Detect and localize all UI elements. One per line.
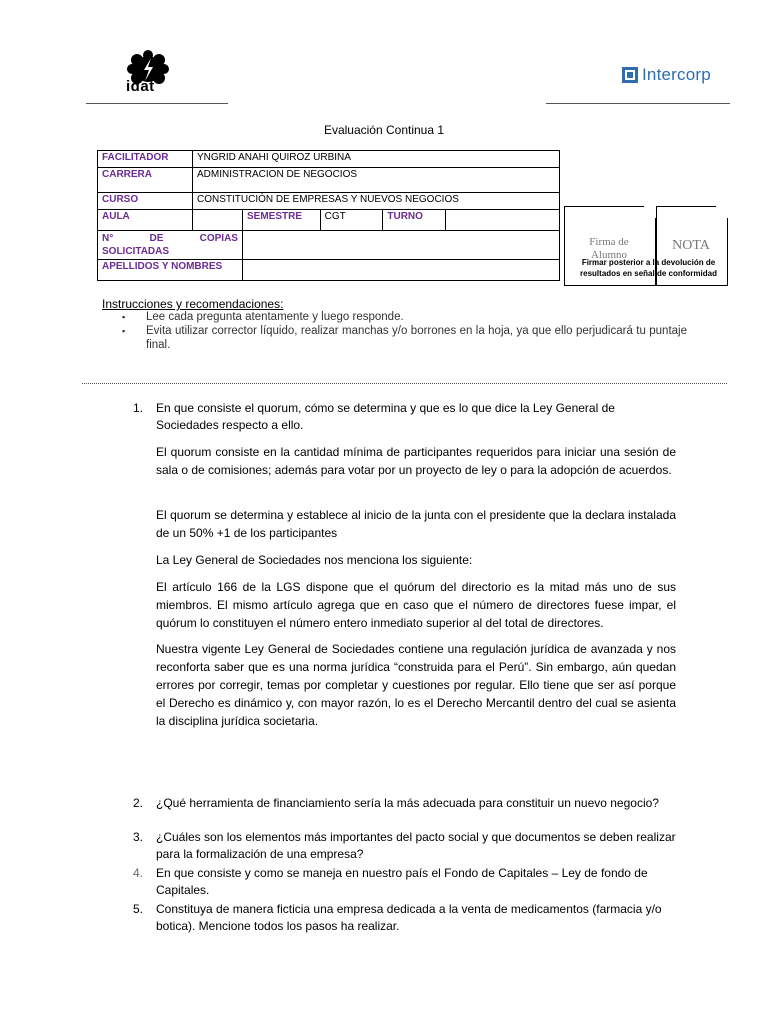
curso-value: CONSTITUCIÓN DE EMPRESAS Y NUEVOS NEGOCIOS	[193, 193, 560, 210]
intercorp-logo-text: Intercorp	[642, 65, 711, 84]
question-number: 1.	[133, 401, 144, 415]
apellidos-value[interactable]	[242, 260, 559, 281]
answer-paragraph: El artículo 166 de la LGS dispone que el quórum del directorio es la mitad más uno de sus miembros. El mismo artículo agrega que en caso que el número de directores fuese impar, el quórum lo constituyen el número entero inmediato superior al del total de directores.	[156, 580, 676, 630]
aula-value[interactable]	[193, 210, 243, 231]
carrera-label: CARRERA	[98, 168, 193, 193]
copias-label-d: SOLICITADAS	[102, 246, 170, 257]
answer-paragraph: El quorum consiste en la cantidad mínima de participantes requeridos para iniciar una sesión de sala o de comisiones; además para votar por un proyecto de ley o para la adopción de acuerdos.	[156, 445, 676, 477]
copias-label-c: COPIAS	[199, 233, 238, 244]
nota-box-label: NOTA	[672, 238, 710, 253]
question-number: 3.	[133, 830, 144, 844]
answer-paragraph: El quorum se determina y establece al inicio de la junta con el presidente que la declara instalada de un 50% +1 de los participantes	[156, 508, 676, 540]
instruction-item: ▪ Lee cada pregunta atentamente y luego responde.	[122, 310, 687, 324]
instructions-title: Instrucciones y recomendaciones:	[102, 297, 284, 311]
question-1	[133, 400, 678, 434]
copias-label-b: DE	[149, 233, 164, 244]
intercorp-logo	[622, 65, 711, 85]
header-divider-right	[546, 103, 730, 104]
instructions-list	[122, 310, 687, 352]
question-text: En que consiste el quorum, cómo se determina y que es lo que dice la Ley General de Sociedades respecto a ello.	[156, 401, 615, 432]
intercorp-logo-icon	[622, 67, 638, 83]
answer-paragraph: Nuestra vigente Ley General de Sociedades contiene una regulación jurídica de avanzada y nos reconforta saber que es una norma jurídica “construida para el Perú”. Sin embargo, aún quedan errores por corregir, temas por completar y cuestiones por regular. Ello tiene que ser así porque el Derecho es dinámico y, con mayor razón, lo es el Derecho Mercantil dentro del cual se asienta la disciplina jurídica societaria.	[156, 642, 676, 728]
copias-value[interactable]	[242, 231, 559, 260]
firma-box-label: Firma de Alumno	[589, 236, 629, 261]
document-title: Evaluación Continua 1	[323, 123, 445, 137]
question-2	[133, 795, 678, 812]
answer-paragraph: La Ley General de Sociedades nos menciona los siguiente:	[156, 553, 473, 567]
semestre-label: SEMESTRE	[242, 210, 320, 231]
question-number: 5.	[133, 902, 144, 916]
question-number: 4.	[133, 866, 144, 880]
question-text: Constituya de manera ficticia una empresa dedicada a la venta de medicamentos (farmacia y/o botica). Mencione todos los pasos ha realizar.	[156, 902, 662, 933]
question-4	[133, 865, 678, 899]
facilitador-value: YNGRID ANAHI QUIROZ URBINA	[193, 151, 560, 168]
question-text: ¿Cuáles son los elementos más importantes del pacto social y que documentos se deben realizar para la formalización de una empresa?	[156, 830, 676, 861]
instruction-item: ▪ Evita utilizar corrector líquido, realizar manchas y/o borrones en la hoja, ya que ello perjudicará tu puntaje final.	[122, 324, 687, 352]
student-info-table	[97, 150, 560, 281]
turno-value[interactable]	[446, 210, 560, 231]
dotted-divider	[82, 383, 727, 384]
question-3	[133, 829, 678, 863]
turno-label: TURNO	[383, 210, 446, 231]
apellidos-label: APELLIDOS Y NOMBRES	[98, 260, 243, 281]
curso-label: CURSO	[98, 193, 193, 210]
copias-label	[98, 231, 243, 260]
header-divider-left	[86, 103, 228, 104]
question-5	[133, 901, 678, 935]
question-text: ¿Qué herramienta de financiamiento sería la más adecuada para constituir un nuevo negocio?	[156, 796, 659, 810]
idat-logo-text: idat	[126, 78, 155, 95]
copias-label-a: N°	[102, 233, 114, 244]
question-number: 2.	[133, 796, 144, 810]
question-text: En que consiste y como se maneja en nuestro país el Fondo de Capitales – Ley de fondo de Capitales.	[156, 866, 648, 897]
firmar-note: Firmar posterior a la devolución de resultados en señal de conformidad	[580, 258, 717, 278]
facilitador-label: FACILITADOR	[98, 151, 193, 168]
carrera-value: ADMINISTRACION DE NEGOCIOS	[193, 168, 560, 193]
aula-label: AULA	[98, 210, 193, 231]
semestre-value: CGT	[320, 210, 383, 231]
